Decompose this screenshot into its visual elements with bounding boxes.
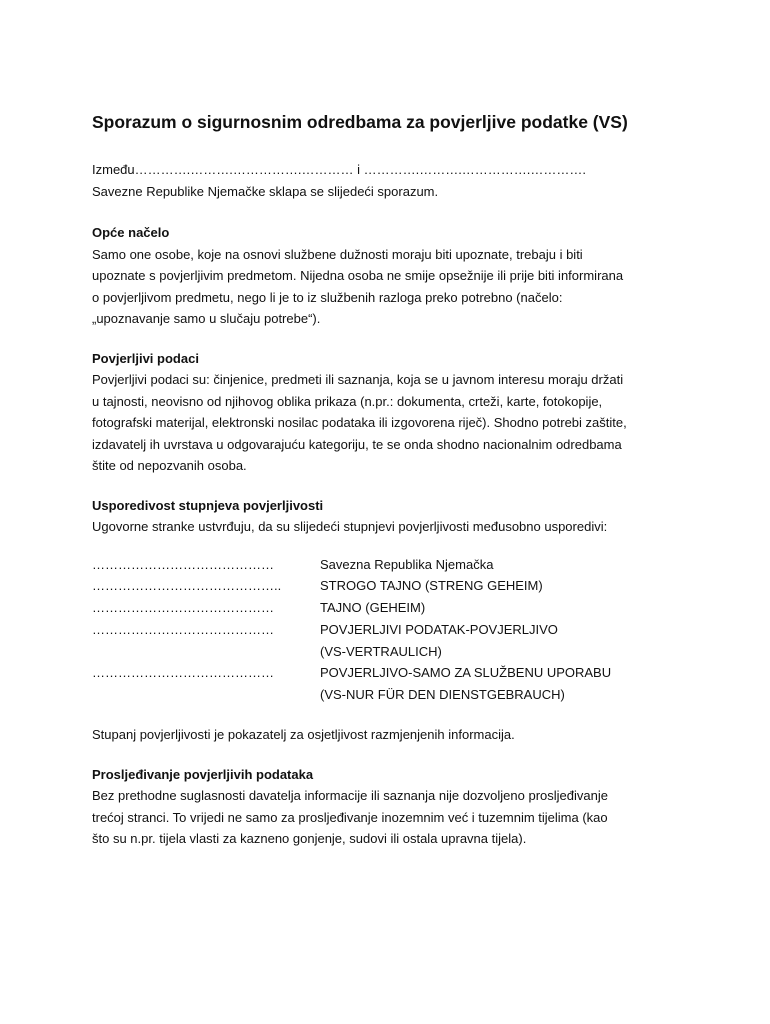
document-page — [92, 110, 692, 850]
level-name-german: (VS-VERTRAULICH) — [320, 643, 442, 659]
level-names — [320, 575, 543, 597]
level-names — [320, 597, 425, 619]
intro-line-agreement: Savezne Republike Njemačke sklapa se slijedeći sporazum. — [92, 183, 439, 199]
body-line: upoznate s povjerljivim predmetom. Nijedna osoba ne smije opsežnije ili prije biti informirana — [92, 268, 624, 283]
level-names — [320, 662, 611, 706]
body-line: o povjerljivom predmetu, nego li je to iz službenih razloga preko potrebno (načelo: — [92, 289, 563, 305]
level-name-german: (VS-NUR FÜR DEN DIENSTGEBRAUCH) — [320, 687, 565, 703]
section-heading-general: Opće načelo — [92, 225, 170, 240]
section-body-general — [92, 244, 692, 330]
section-forwarding — [92, 764, 692, 850]
classification-levels-table — [92, 554, 692, 707]
level-blank-field: …………………………………… — [92, 621, 274, 637]
body-line: Ugovorne stranke ustvrđuju, da su slijedeći stupnjevi povjerljivosti međusobno usporedivi: — [92, 519, 608, 534]
body-line: fotografski materijal, elektronski nosilac podataka ili izgovorena riječ). Shodno potrebi zaštite, — [92, 415, 627, 430]
level-row — [92, 597, 692, 619]
section-general — [92, 222, 692, 330]
level-row — [92, 662, 692, 706]
section-body-forwarding — [92, 785, 692, 850]
body-line: štite od nepozvanih osoba. — [92, 458, 247, 473]
level-row — [92, 575, 692, 597]
section-heading-confidential: Povjerljivi podaci — [92, 350, 199, 366]
level-blank-field: …………………………………… — [92, 556, 274, 572]
level-name: Savezna Republika Njemačka — [320, 556, 494, 572]
level-name: POVJERLJIVI PODATAK-POVJERLJIVO — [320, 621, 558, 637]
body-line: Bez prethodne suglasnosti davatelja informacije ili saznanja nije dozvoljeno prosljeđivanje — [92, 788, 608, 804]
body-line: što su n.pr. tijela vlasti za kazneno gonjenje, sudovi ili ostala upravna tijela). — [92, 831, 527, 847]
level-row — [92, 554, 692, 576]
level-blank-field: …………………………………… — [92, 600, 274, 616]
level-row — [92, 619, 692, 663]
section-body-comparability — [92, 516, 692, 538]
body-line: Povjerljivi podaci su: činjenice, predmeti ili saznanja, koja se u javnom interesu moraju držati — [92, 372, 624, 387]
level-name: POVJERLJIVO-SAMO ZA SLUŽBENU UPORABU — [320, 665, 612, 681]
level-names — [320, 619, 558, 663]
intro-line-parties: Između………….……….…………….………… i ………….……….…………….…………. — [92, 162, 587, 177]
body-line: u tajnosti, neovisno od njihovog oblika prikaza (n.pr.: dokumenta, crteži, karte, fotokopije, — [92, 393, 603, 409]
level-blank-field: …………………………………….. — [92, 578, 282, 594]
document-title: Sporazum o sigurnosnim odredbama za povjerljive podatke (VS) — [92, 112, 628, 132]
body-line: trećoj stranci. To vrijedi ne samo za prosljeđivanje inozemnim već i tuzemnim tijelima (kao — [92, 809, 608, 825]
section-confidential — [92, 348, 692, 477]
section-comparability — [92, 495, 692, 746]
body-line: izdavatelj ih uvrstava u odgovarajuću kategoriju, te se onda shodno nacionalnim odredbama — [92, 436, 622, 452]
body-line: „upoznavanje samo u slučaju potrebe“). — [92, 311, 321, 326]
level-names — [320, 554, 493, 576]
section-heading-comparability: Usporedivost stupnjeva povjerljivosti — [92, 497, 324, 513]
level-blank-field: …………………………………… — [92, 665, 274, 681]
section-body-confidential — [92, 369, 692, 477]
level-name: TAJNO (GEHEIM) — [320, 600, 426, 616]
intro-paragraph — [92, 159, 692, 202]
section-heading-forwarding: Prosljeđivanje povjerljivih podataka — [92, 766, 314, 782]
level-name: STROGO TAJNO (STRENG GEHEIM) — [320, 578, 543, 594]
comparability-note: Stupanj povjerljivosti je pokazatelj za osjetljivost razmjenjenih informacija. — [92, 727, 515, 743]
body-line: Samo one osobe, koje na osnovi službene dužnosti moraju biti upoznate, trebaju i biti — [92, 246, 583, 262]
